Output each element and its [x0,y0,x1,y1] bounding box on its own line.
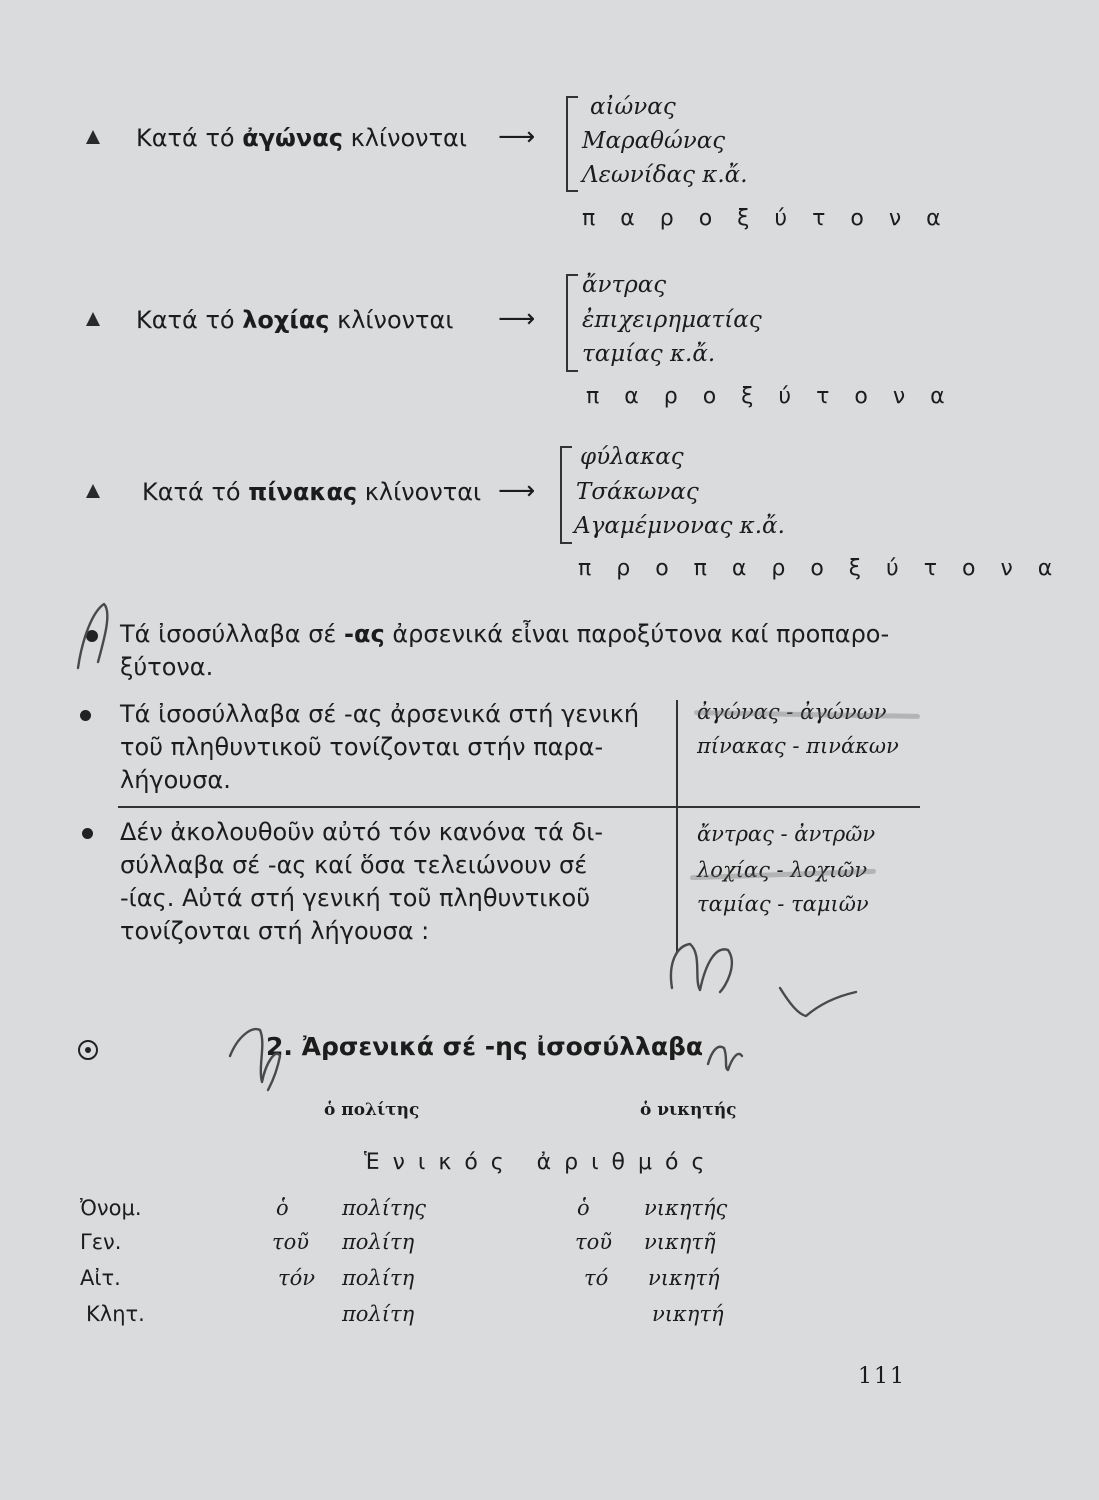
article: τό [584,1266,609,1290]
article: τοῦ [575,1230,613,1254]
rule-3-example: Αγαμέμνονας κ.ἄ. [574,513,785,539]
noun-form: πολίτη [342,1230,415,1254]
note-3-line: -ίας. Αὐτά στή γενική τοῦ πληθυντικοῦ [120,884,591,912]
pencil-scribble-icon [708,1047,742,1070]
note-3-line: σύλλαβα σέ -ας καί ὅσα τελειώνουν σέ [120,851,588,879]
rule-1-suffix: κλίνονται [342,124,467,152]
section-number: 2. [266,1032,293,1061]
case-label: Γεν. [80,1230,122,1254]
note-1-bold-ending: -ας [344,620,385,648]
rule-1-example: αἰώνας [590,94,676,120]
rule-1-model-word: ἀγώνας [242,124,343,152]
arrow-right-icon: ⟶ [498,304,536,334]
rule-2-prefix: Κατά τό [136,306,243,334]
pencil-scribble-icon [671,944,732,992]
rule-3-example: Τσάκωνας [576,479,699,505]
rule-3-accent-label: π ρ ο π α ρ ο ξ ύ τ ο ν α [578,556,1062,581]
rule-3-model-word: πίνακας [248,478,358,506]
column-heading-1: ὁ πολίτης [324,1100,420,1120]
note-1-text: ἀρσενικά εἶναι παροξύτονα καί προπαρο- [384,620,890,648]
note-2-example-pair: ἀγώνας - ἀγώνων [697,700,887,724]
article: τόν [278,1266,316,1290]
rule-2-model-word: λοχίας [242,306,330,334]
rule-2-suffix: κλίνονται [329,306,454,334]
rule-2-example: ἄντρας [582,272,667,298]
rule-1-accent-label: π α ρ ο ξ ύ τ ο ν α [582,206,950,231]
rule-1-example: Λεωνίδας κ.ἄ. [582,162,748,188]
article: ὁ [276,1196,289,1220]
pencil-scribble-icon [230,1029,280,1090]
rule-2-example: ταμίας κ.ἄ. [582,341,716,367]
rule-1-prefix: Κατά τό [136,124,243,152]
column-heading-2: ὁ νικητής [640,1100,737,1120]
number-label: Ἑ ν ι κ ό ς ἀ ρ ι θ μ ό ς [364,1150,708,1175]
note-1-text: Τά ἰσοσύλλαβα σέ [120,620,345,648]
noun-form: νικητής [644,1196,728,1220]
rule-3-example: φύλακας [580,444,684,470]
note-3-example-pair: ταμίας - ταμιῶν [697,892,869,916]
noun-form: πολίτης [342,1196,426,1220]
pencil-scribble-icon [78,604,107,668]
noun-form: νικητή [648,1266,720,1290]
rule-3-prefix: Κατά τό [142,478,249,506]
arrow-right-icon: ⟶ [498,122,536,152]
pencil-check-icon [780,988,856,1016]
note-2-line: λήγουσα. [120,766,231,794]
case-label: Αἰτ. [80,1266,121,1290]
page-number: 111 [858,1364,906,1389]
rule-3-suffix: κλίνονται [357,478,482,506]
noun-form: πολίτη [342,1266,415,1290]
note-2-line: τοῦ πληθυντικοῦ τονίζονται στήν παρα- [120,733,604,761]
note-3-line: τονίζονται στή λήγουσα : [120,917,430,945]
case-label: Ὀνομ. [80,1196,142,1220]
rule-2-accent-label: π α ρ ο ξ ύ τ ο ν α [586,384,954,409]
rule-2-example: ἐπιχειρηματίας [582,307,762,333]
noun-form: νικητή [652,1302,724,1326]
noun-form: νικητῆ [644,1230,716,1254]
rule-1-example: Μαραθώνας [582,128,726,154]
note-3-example-pair: λοχίας - λοχιῶν [697,858,868,882]
note-3-example-pair: ἄντρας - ἀντρῶν [697,822,876,846]
section-title: Ἀρσενικά σέ -ης ἰσοσύλλαβα [301,1032,704,1061]
note-2-example-pair: πίνακας - πινάκων [697,734,899,758]
note-1-text: ξύτονα. [120,653,214,681]
case-label: Κλητ. [86,1302,145,1326]
note-2-line: Τά ἰσοσύλλαβα σέ -ας ἀρσενικά στή γενική [120,700,640,728]
arrow-right-icon: ⟶ [498,476,536,506]
note-3-line: Δέν ἀκολουθοῦν αὐτό τόν κανόνα τά δι- [120,818,604,846]
noun-form: πολίτη [342,1302,415,1326]
article: ὁ [577,1196,590,1220]
article: τοῦ [272,1230,310,1254]
